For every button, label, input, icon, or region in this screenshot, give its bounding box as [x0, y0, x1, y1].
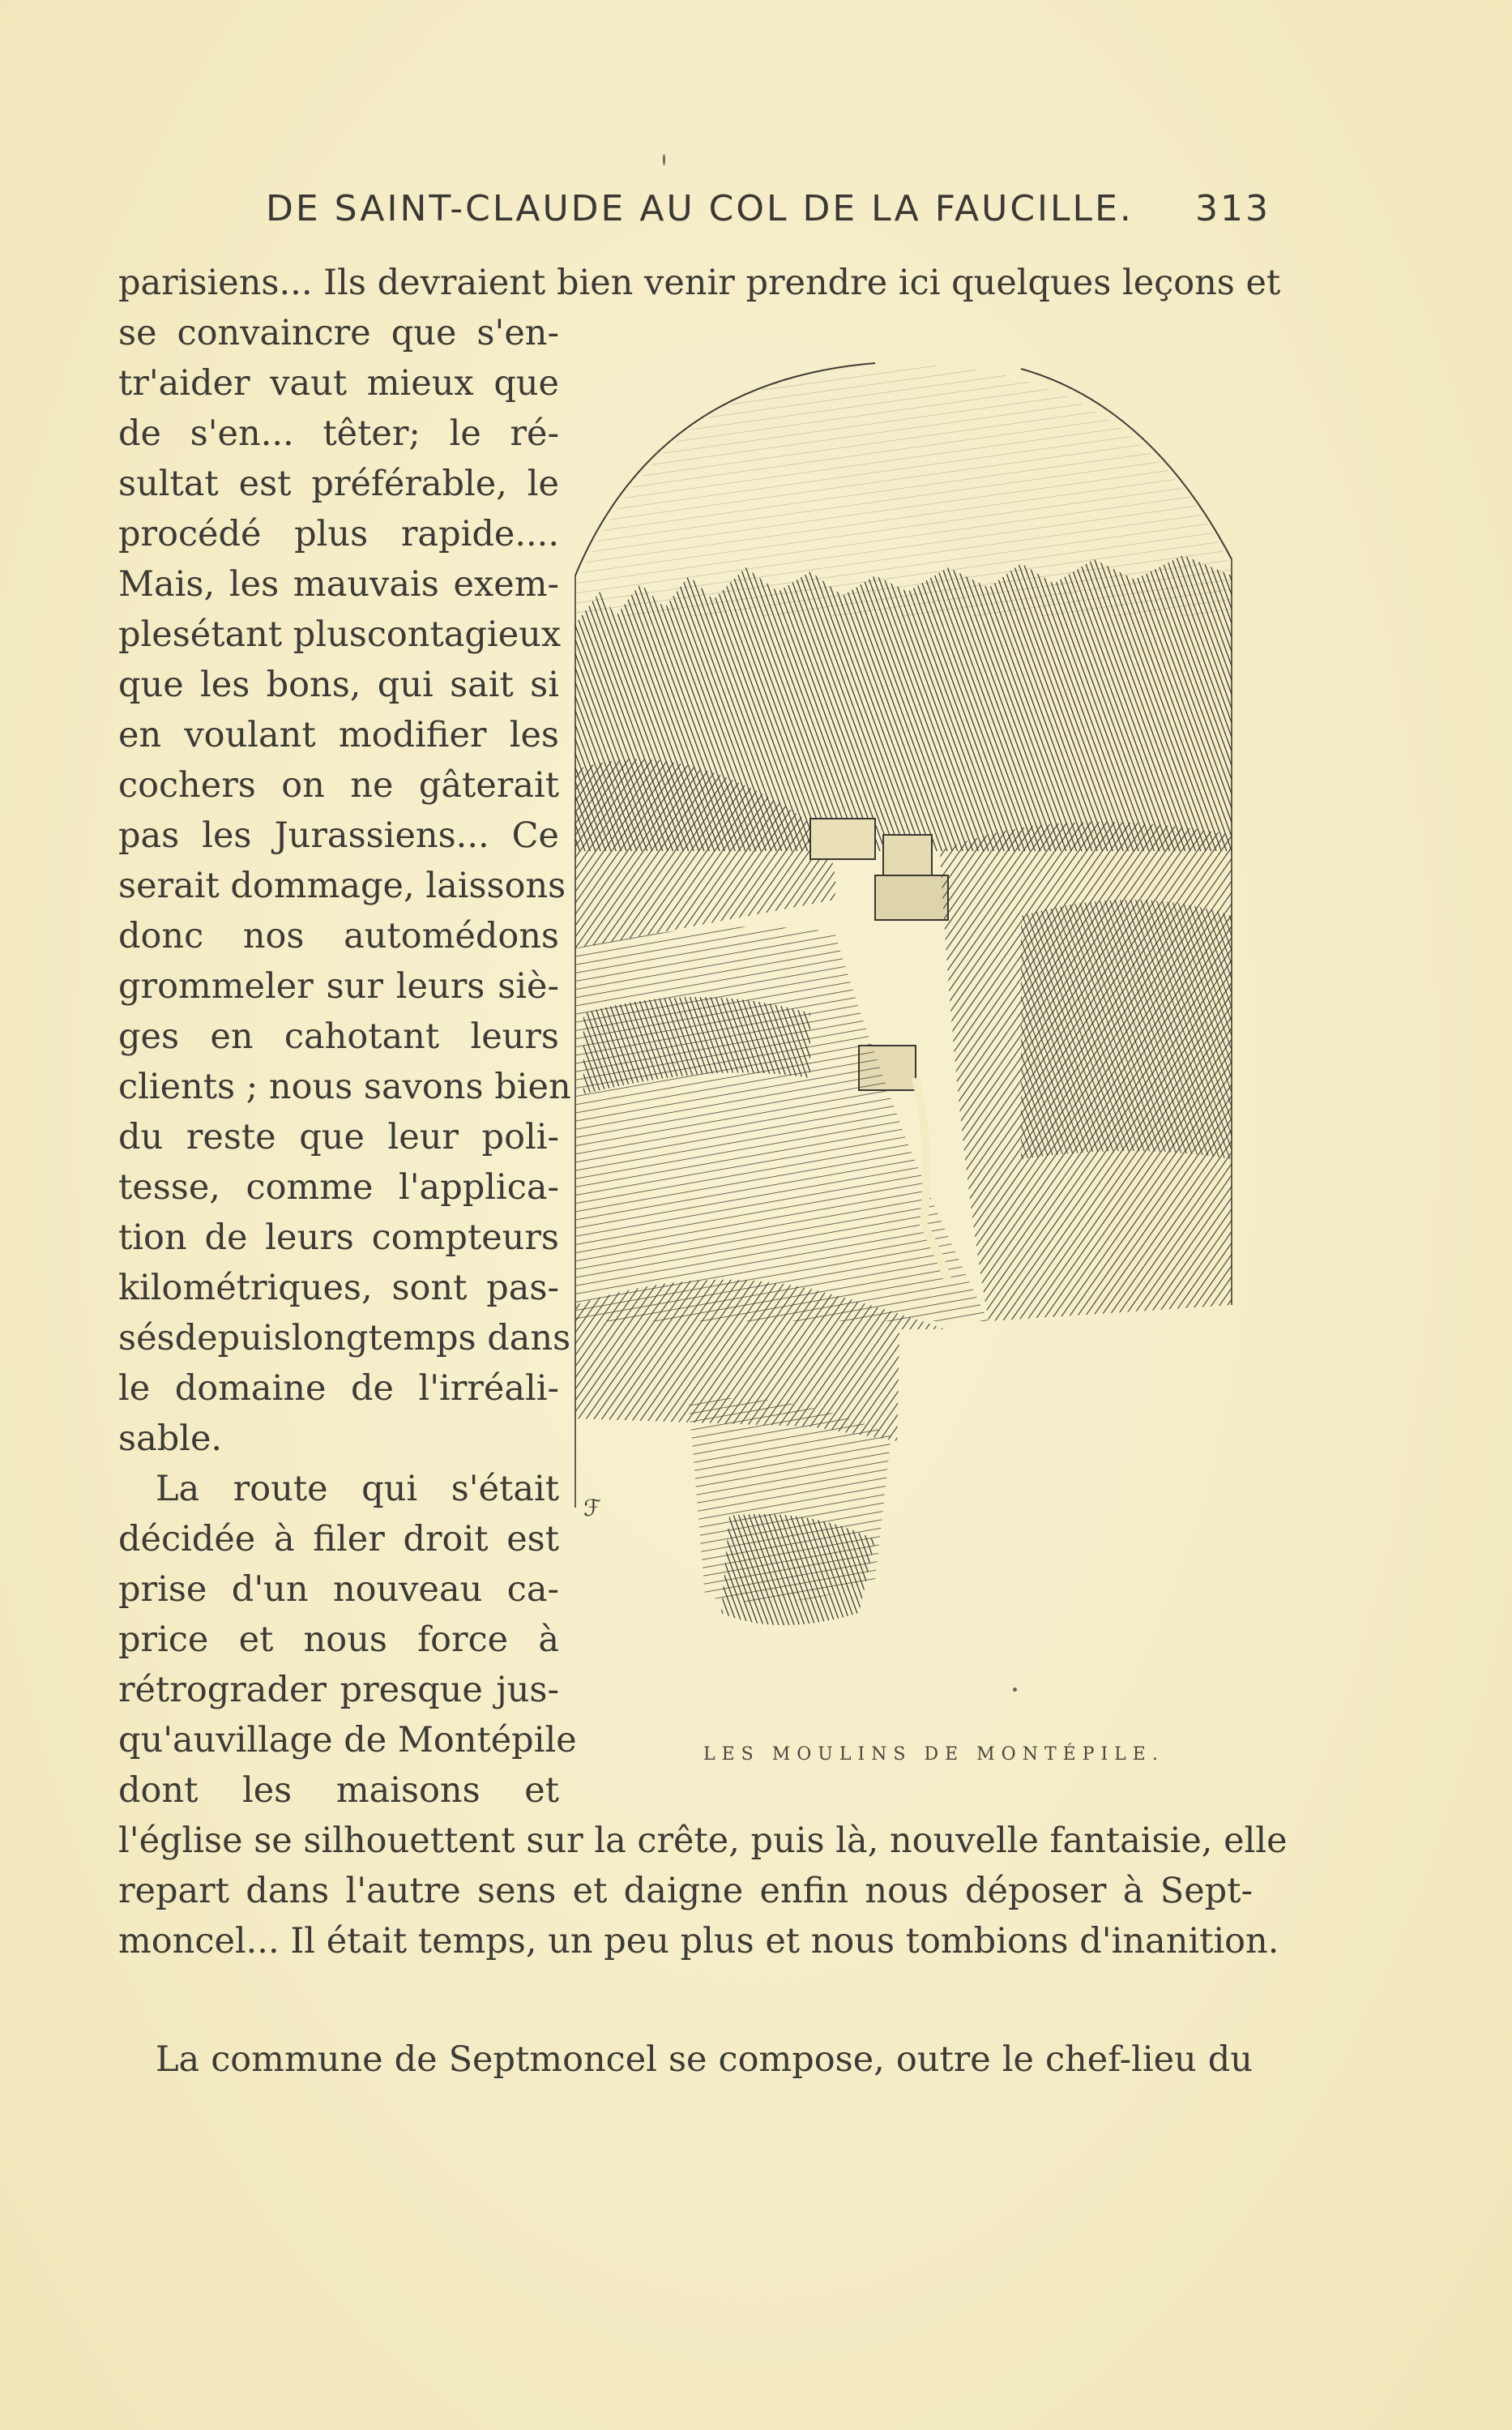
svg-text:ℱ: ℱ	[583, 1495, 602, 1521]
text-line: en voulant modifier les	[118, 715, 559, 755]
paper-speck	[663, 154, 665, 165]
text-line: moncel... Il était temps, un peu plus et nous tombions d'inanition.	[118, 1921, 1279, 1962]
running-head	[266, 188, 1271, 237]
text-line: pas les Jurassiens... Ce	[118, 815, 559, 856]
text-line: sable.	[118, 1418, 223, 1459]
text-line: procédé plus rapide....	[118, 514, 559, 554]
text-line: tr'aider vaut mieux que	[118, 363, 559, 404]
text-line: clients ; nous savons bien	[118, 1067, 571, 1107]
text-line: cochers on ne gâterait	[118, 765, 559, 806]
text-line: parisiens... Ils devraient bien venir prendre ici quelques leçons et	[118, 263, 1281, 303]
text-line: qu'auvillage de Montépile	[118, 1720, 577, 1760]
text-line: prise d'un nouveau ca-	[118, 1569, 559, 1610]
text-line: du reste que leur poli-	[118, 1117, 559, 1157]
running-title: DE SAINT-CLAUDE AU COL DE LA FAUCILLE.	[266, 188, 1134, 229]
engraving-illustration	[567, 349, 1240, 1726]
text-line: de s'en... têter; le ré-	[118, 413, 559, 454]
text-line: repart dans l'autre sens et daigne enfin nous déposer à Sept-	[118, 1871, 1253, 1911]
text-line: La route qui s'était	[156, 1469, 559, 1509]
page-number: 313	[1195, 188, 1271, 229]
text-line: serait dommage, laissons	[118, 866, 566, 906]
text-line: kilométriques, sont pas-	[118, 1268, 559, 1308]
text-line: dont les maisons et	[118, 1770, 559, 1811]
text-line: Mais, les mauvais exem-	[118, 564, 559, 605]
text-line: se convaincre que s'en-	[118, 313, 559, 353]
text-line: donc nos automédons	[118, 916, 559, 956]
text-line: rétrograder presque jus-	[118, 1670, 559, 1710]
text-line: l'église se silhouettent sur la crête, puis là, nouvelle fantaisie, elle	[118, 1820, 1288, 1861]
text-line: sultat est préférable, le	[118, 464, 559, 504]
figure-caption: LES MOULINS DE MONTÉPILE.	[703, 1744, 1164, 1765]
text-line: décidée à filer droit est	[118, 1519, 559, 1559]
text-line: La commune de Septmoncel se compose, outre le chef-lieu du	[156, 2039, 1253, 2080]
text-line: sésdepuislongtemps dans	[118, 1318, 571, 1358]
paper-speck	[1013, 1688, 1017, 1692]
text-line: price et nous force à	[118, 1619, 559, 1660]
text-line: que les bons, qui sait si	[118, 665, 559, 705]
text-line: tesse, comme l'applica-	[118, 1167, 559, 1208]
text-line: le domaine de l'irréali-	[118, 1368, 559, 1409]
text-line: grommeler sur leurs siè-	[118, 966, 559, 1007]
text-line: tion de leurs compteurs	[118, 1217, 559, 1258]
text-line: plesétant pluscontagieux	[118, 614, 562, 655]
text-line: ges en cahotant leurs	[118, 1016, 559, 1057]
